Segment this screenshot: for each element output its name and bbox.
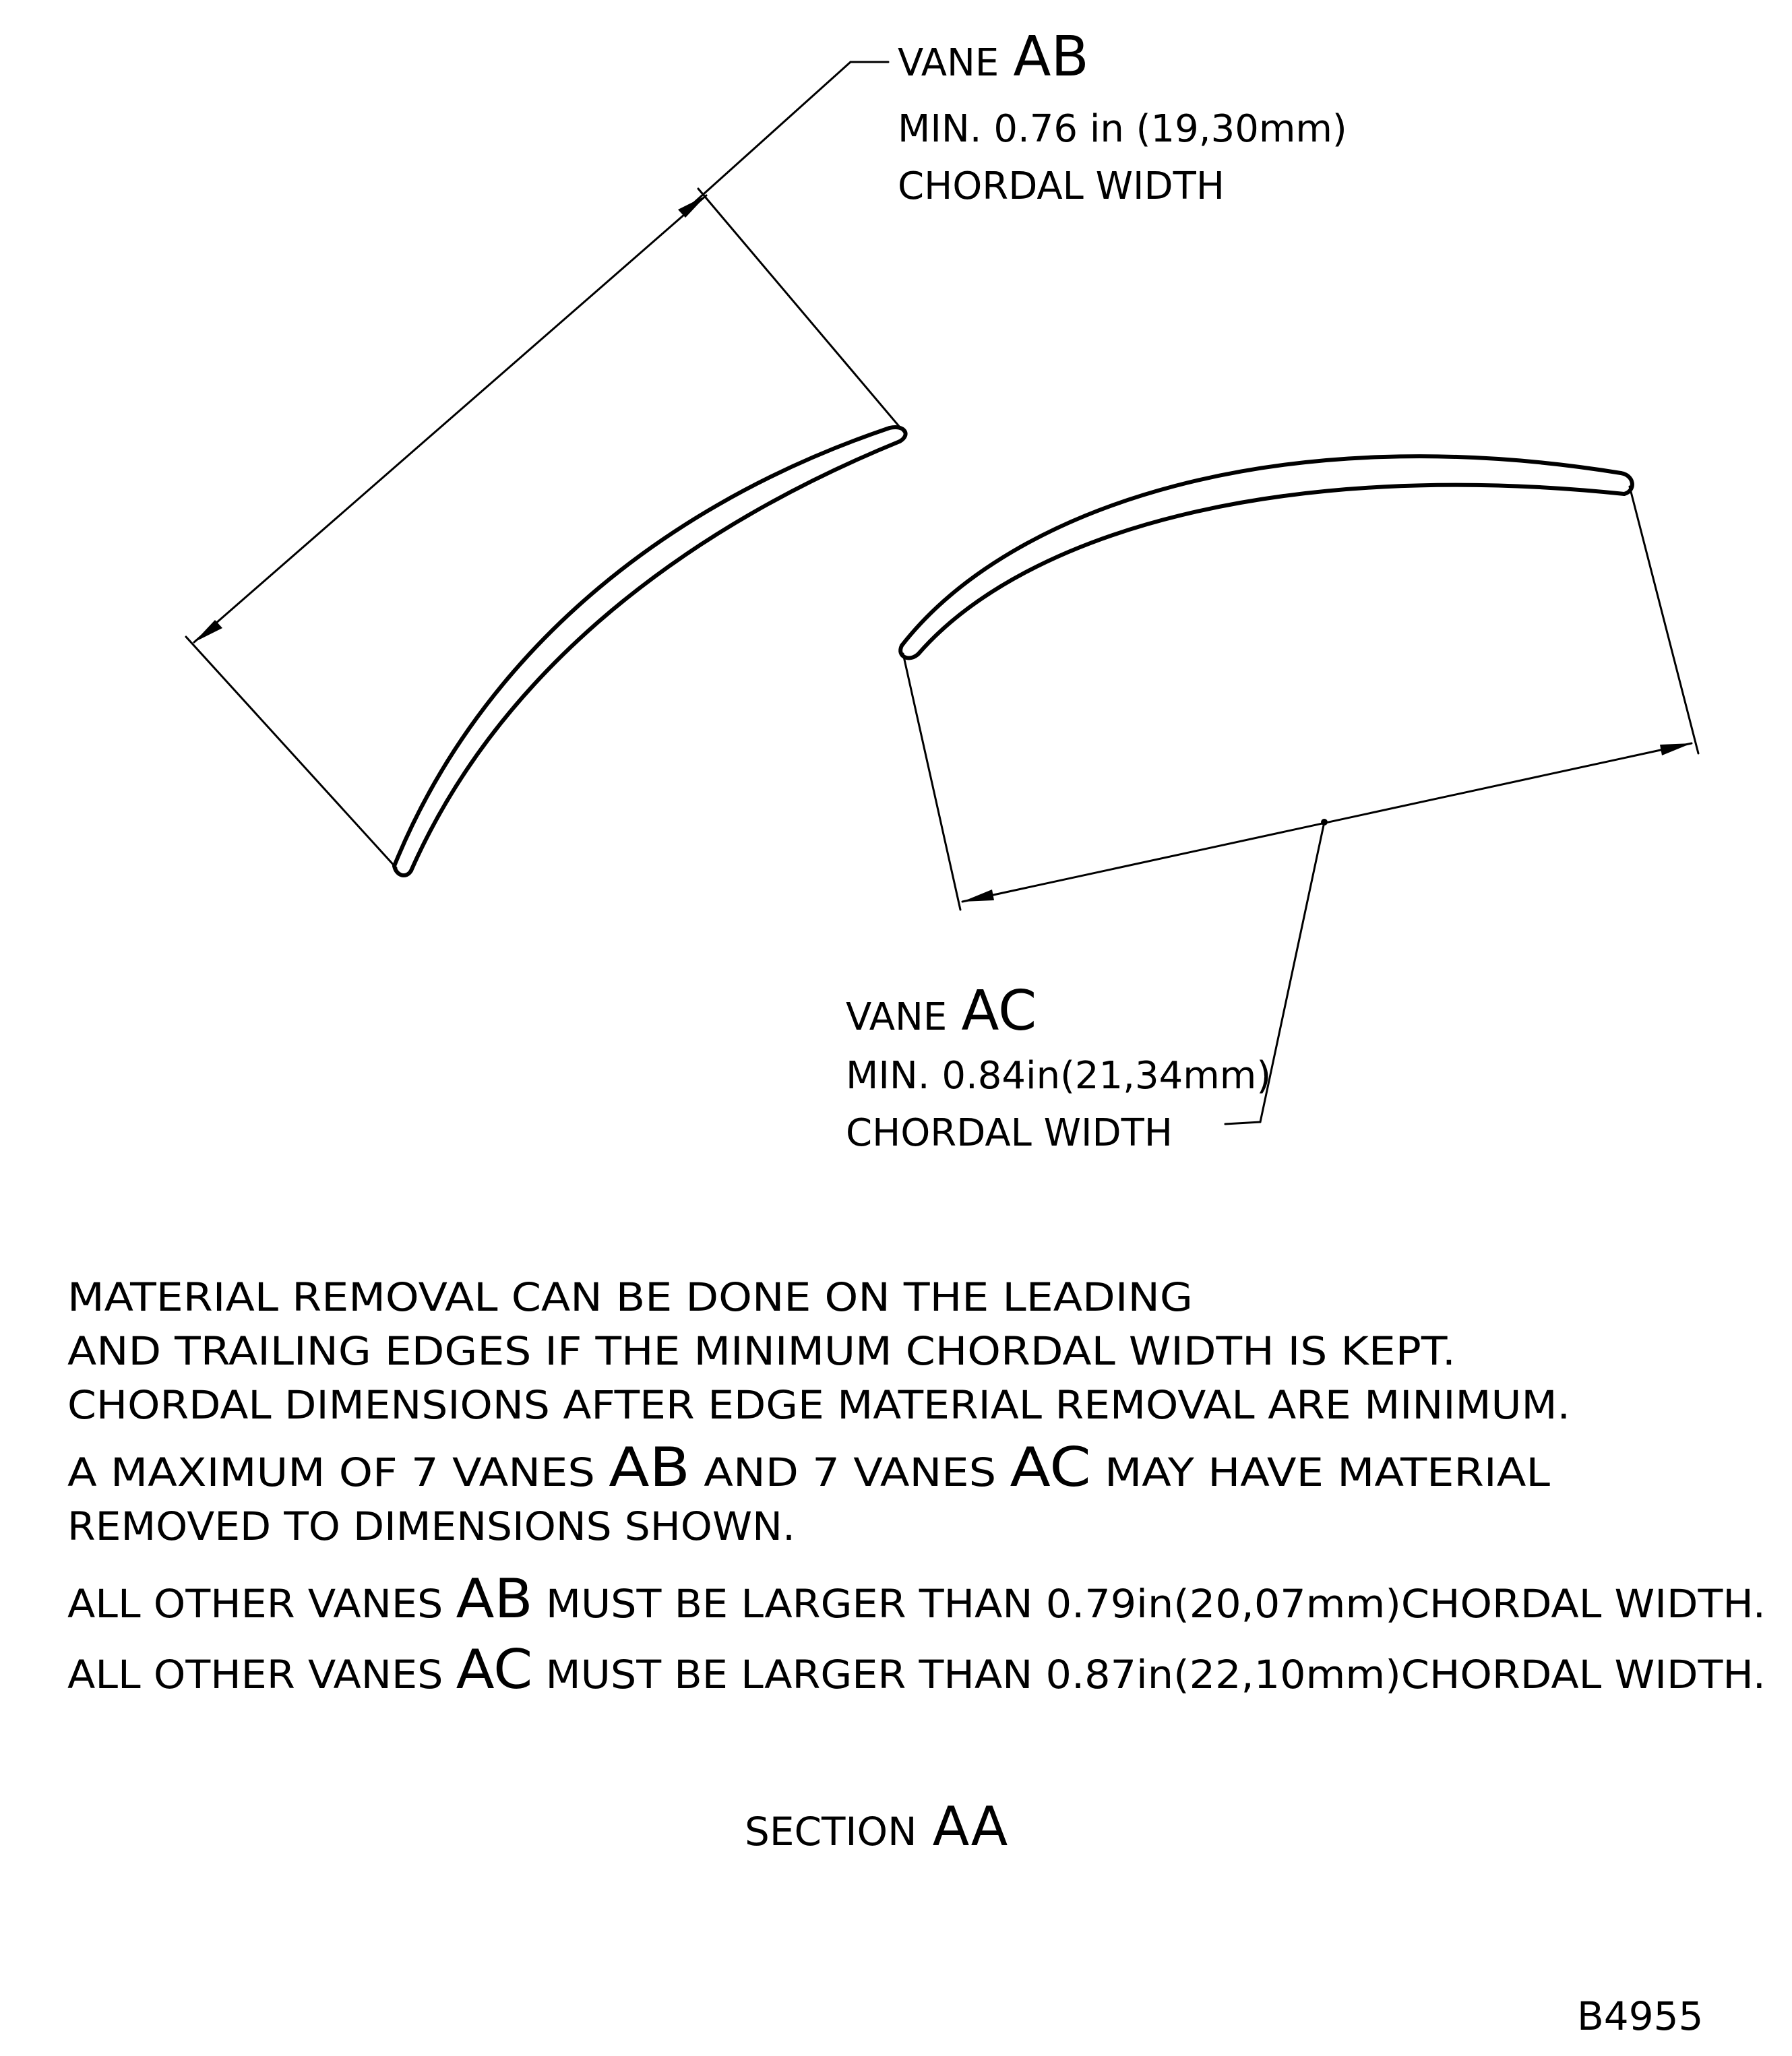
note-para2-vane-ac: AC <box>1010 1436 1084 1499</box>
vane-ab-leader-line <box>691 62 851 206</box>
note-para2-text-e: MAY HAVE MATERIAL <box>1090 1450 1508 1495</box>
note-para1-line2: AND TRAILING EDGES IF THE MINIMUM CHORDAL WIDTH IS KEPT. <box>67 1328 1456 1374</box>
vane-ac-min-width: MIN. 0.84in(21,34mm) <box>846 1054 1272 1098</box>
note-para1-line1: MATERIAL REMOVAL CAN BE DONE ON THE LEADING <box>67 1274 1193 1320</box>
vane-ab-callout-title <box>898 25 1089 89</box>
vane-ac-profile <box>900 456 1632 658</box>
note-para1-line3: CHORDAL DIMENSIONS AFTER EDGE MATERIAL REMOVAL ARE MINIMUM. <box>67 1382 1570 1428</box>
vane-ac-title-id: AC <box>961 979 1037 1043</box>
note-para3-vane-ab: AB <box>456 1567 530 1630</box>
note-para2-line1 <box>67 1436 1550 1499</box>
section-label <box>745 1795 1008 1858</box>
vane-ac-lower-side <box>919 485 1624 654</box>
note-para2-line2: REMOVED TO DIMENSIONS SHOWN. <box>67 1503 795 1549</box>
vane-ab-title-id: AB <box>1013 25 1089 89</box>
note-para4-text-c: MUST BE LARGER THAN 0.87in(22,10mm)CHORDAL WIDTH. <box>532 1652 1717 1697</box>
section-label-id: AA <box>932 1795 1008 1858</box>
notes-block <box>67 1274 1766 1701</box>
drawing-number: B4955 <box>1577 1993 1704 2039</box>
vane-ac-extension-line-right <box>1630 487 1698 753</box>
vane-ab-caption: CHORDAL WIDTH <box>898 164 1225 208</box>
vane-ac-extension-line-left <box>903 654 960 910</box>
vane-ab-leading-edge <box>890 427 906 441</box>
note-para2-text-c: AND 7 VANES <box>689 1450 981 1495</box>
note-para2-text-a: A MAXIMUM OF 7 VANES <box>67 1450 559 1495</box>
vane-ab-profile <box>394 427 906 875</box>
vane-ac-caption: CHORDAL WIDTH <box>846 1111 1173 1155</box>
vane-ac-leader-tail <box>1225 1122 1260 1124</box>
note-para3-text-c: MUST BE LARGER THAN 0.79in(20,07mm)CHORDAL WIDTH. <box>532 1581 1717 1627</box>
vane-ab-suction-side <box>411 441 900 871</box>
vane-ac-arrowhead-right <box>1660 743 1692 755</box>
vane-ac-title-prefix: VANE <box>846 995 948 1039</box>
vane-ac-callout-title <box>846 979 1037 1043</box>
vane-ab-pressure-side <box>394 428 890 866</box>
vane-ab-arrowhead-lower <box>194 620 222 642</box>
note-para2-vane-ab: AB <box>609 1436 683 1499</box>
vane-ab-extension-line-leading <box>698 189 904 433</box>
vane-ab-dimension-line <box>194 195 706 642</box>
note-para3 <box>67 1567 1766 1630</box>
vane-ac-arrowhead-left <box>962 890 994 902</box>
vane-ab-arrowhead-upper <box>678 195 706 218</box>
note-para4-vane-ac: AC <box>456 1638 530 1701</box>
vane-ab-min-width: MIN. 0.76 in (19,30mm) <box>898 107 1347 151</box>
vane-ab-extension-line-trailing <box>186 637 396 868</box>
note-para4 <box>67 1638 1766 1701</box>
note-para3-text-a: ALL OTHER VANES <box>67 1581 441 1627</box>
note-para4-text-a: ALL OTHER VANES <box>67 1652 441 1697</box>
vane-ab-title-prefix: VANE <box>898 41 999 85</box>
section-label-prefix: SECTION <box>745 1809 917 1855</box>
